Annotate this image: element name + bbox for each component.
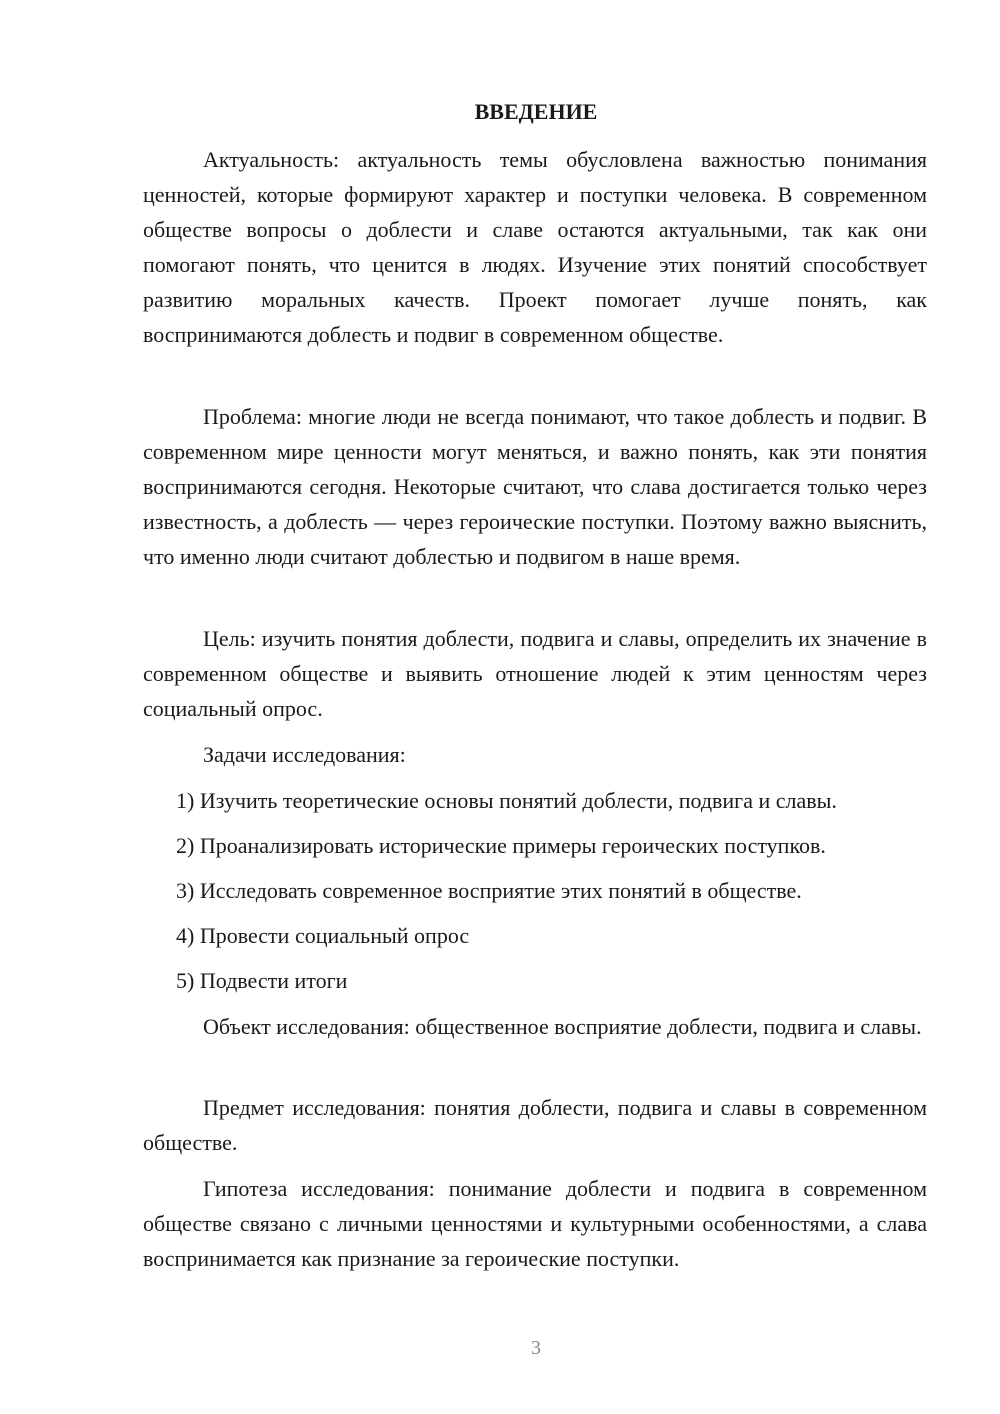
relevance-paragraph: Актуальность: актуальность темы обусловлена важностью понимания ценностей, которые формируют характер и поступки человека. В современном обществе вопросы о доблести и славе остаются актуальными, так как они помогают понять, что ценится в людях. Изучение этих понятий способствует развитию моральных качеств. Проект помогает лучше понять, как воспринимаются доблесть и подвиг в современном обществе. xyxy=(143,147,927,347)
problem-paragraph: Проблема: многие люди не всегда понимают, что такое доблесть и подвиг. В современном мире ценности могут меняться, и важно понять, как эти понятия воспринимаются сегодня. Некоторые считают, что слава достигается только через известность, а доблесть — через героические поступки. Поэтому важно выяснить, что именно люди считают доблестью и подвигом в наше время. xyxy=(143,404,927,569)
tasks-title: Задачи исследования: xyxy=(203,742,406,767)
object-paragraph: Объект исследования: общественное восприятие доблести, подвига и славы. xyxy=(203,1014,922,1039)
task-item-3: 3) Исследовать современное восприятие этих понятий в обществе. xyxy=(176,878,802,903)
page-title: ВВЕДЕНИЕ xyxy=(474,99,598,124)
hypothesis-paragraph: Гипотеза исследования: понимание доблести и подвига в современном обществе связано с личными ценностями и культурными особенностями, а слава воспринимается как признание за героические поступки. xyxy=(143,1176,927,1271)
task-item-1: 1) Изучить теоретические основы понятий доблести, подвига и славы. xyxy=(176,788,837,813)
goal-paragraph: Цель: изучить понятия доблести, подвига и славы, определить их значение в современном обществе и выявить отношение людей к этим ценностям через социальный опрос. xyxy=(143,626,927,721)
page-number: 3 xyxy=(531,1337,541,1359)
task-item-2: 2) Проанализировать исторические примеры героических поступков. xyxy=(176,833,826,858)
subject-paragraph: Предмет исследования: понятия доблести, подвига и славы в современном обществе. xyxy=(143,1095,927,1155)
task-item-5: 5) Подвести итоги xyxy=(176,968,348,993)
task-item-4: 4) Провести социальный опрос xyxy=(176,923,470,948)
